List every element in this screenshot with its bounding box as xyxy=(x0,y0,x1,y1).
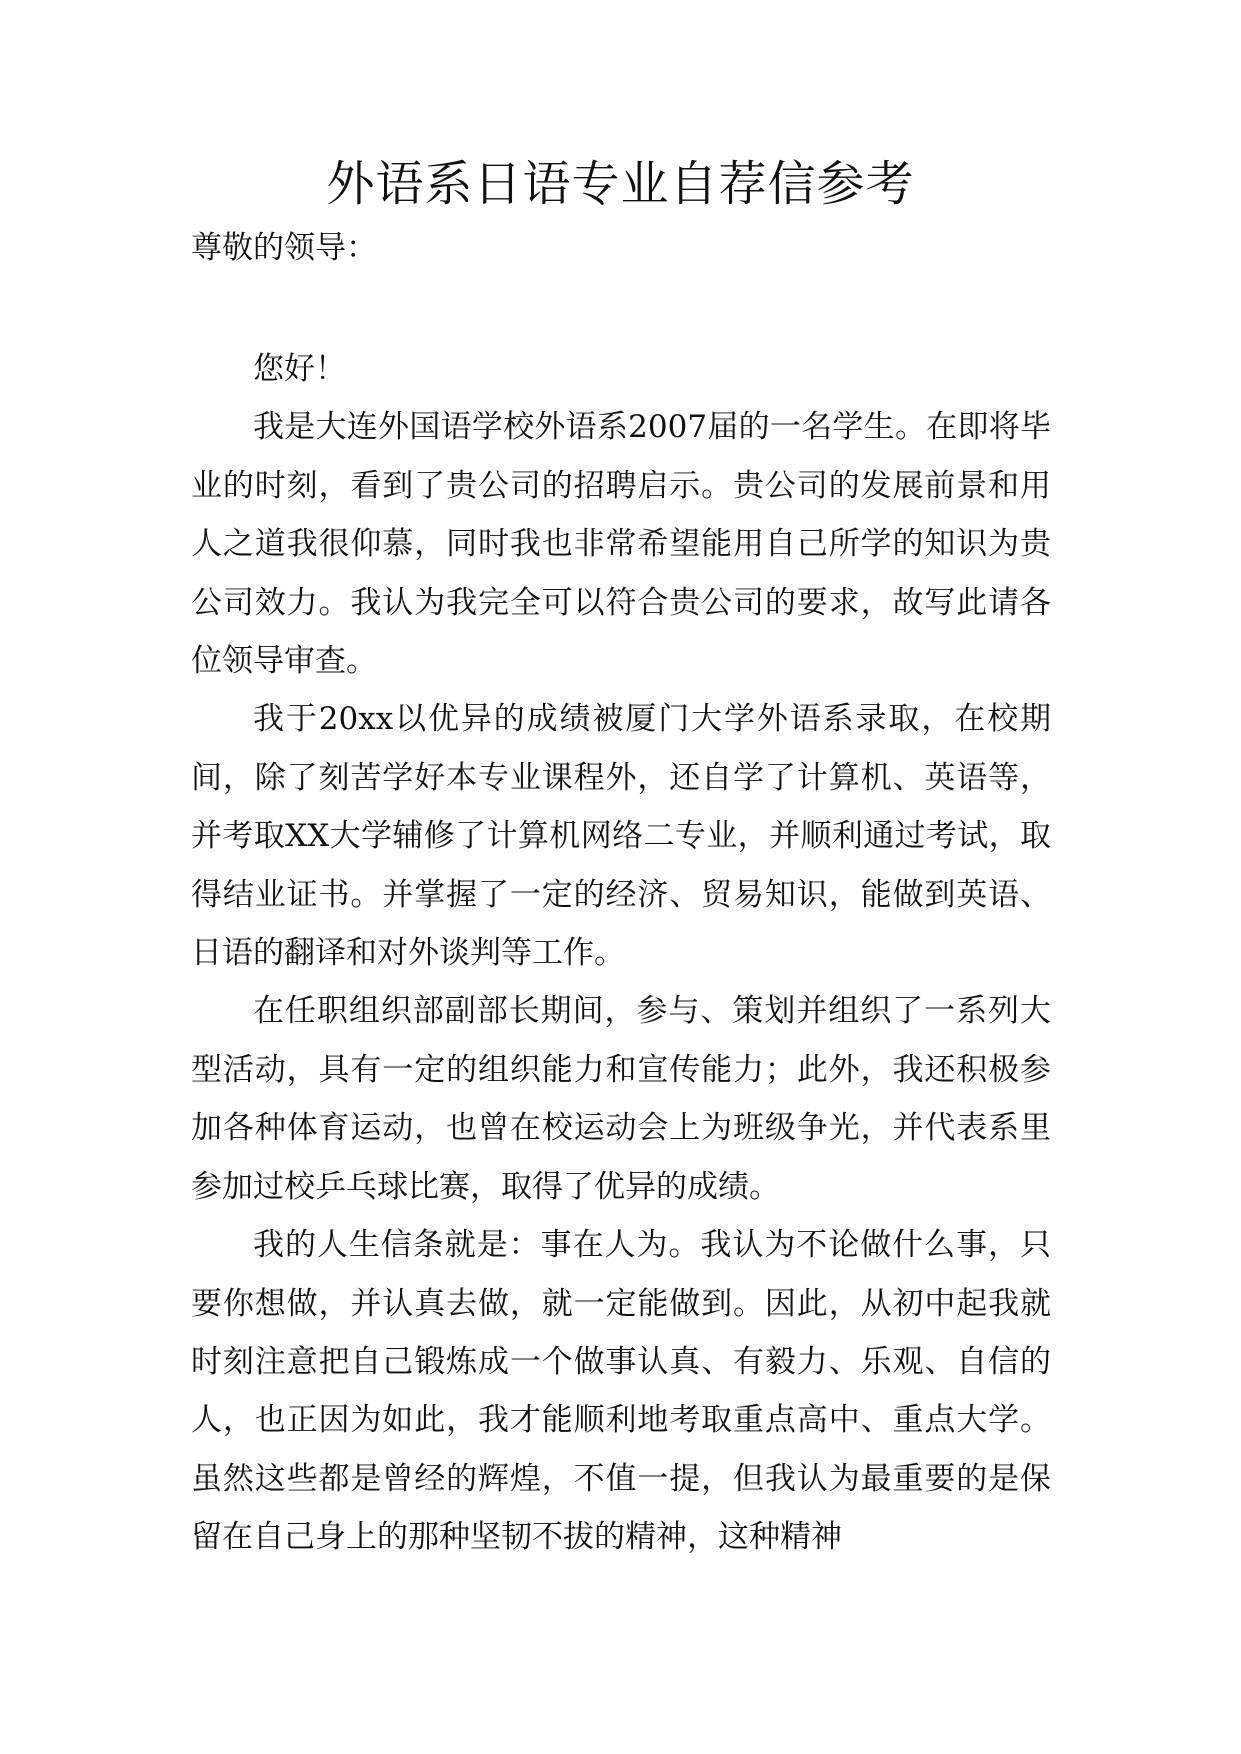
letter-body xyxy=(191,340,1051,1567)
body-paragraph: 在任职组织部副部长期间，参与、策划并组织了一系列大型活动，具有一定的组织能力和宣传能力；此外，我还积极参加各种体育运动，也曾在校运动会上为班级争光，并代表系里参加过校乒乓球比赛，取得了优异的成绩。 xyxy=(191,993,1051,1205)
body-paragraph: 我的人生信条就是：事在人为。我认为不论做什么事，只要你想做，并认真去做，就一定能做到。因此，从初中起我就时刻注意把自己锻炼成一个做事认真、有毅力、乐观、自信的人，也正因为如此，我才能顺利地考取重点高中、重点大学。虽然这些都是曾经的辉煌，不值一提，但我认为最重要的是保留在自己身上的那种坚韧不拔的精神，这种精神 xyxy=(191,1227,1051,1556)
document-title: 外语系日语专业自荐信参考 xyxy=(326,156,915,212)
body-paragraph: 我于20xx以优异的成绩被厦门大学外语系录取，在校期间，除了刻苦学好本专业课程外，还自学了计算机、英语等，并考取XX大学辅修了计算机网络二专业，并顺利通过考试，取得结业证书。并掌握了一定的经济、贸易知识，能做到英语、日语的翻译和对外谈判等工作。 xyxy=(191,701,1051,972)
greeting-paragraph: 您好！ xyxy=(253,351,346,387)
salutation: 尊敬的领导： xyxy=(191,230,377,266)
body-paragraph: 我是大连外国语学校外语系2007届的一名学生。在即将毕业的时刻，看到了贵公司的招聘启示。贵公司的发展前景和用人之道我很仰慕，同时我也非常希望能用自己所学的知识为贵公司效力。我认为我完全可以符合贵公司的要求，故写此请各位领导审查。 xyxy=(191,409,1051,680)
